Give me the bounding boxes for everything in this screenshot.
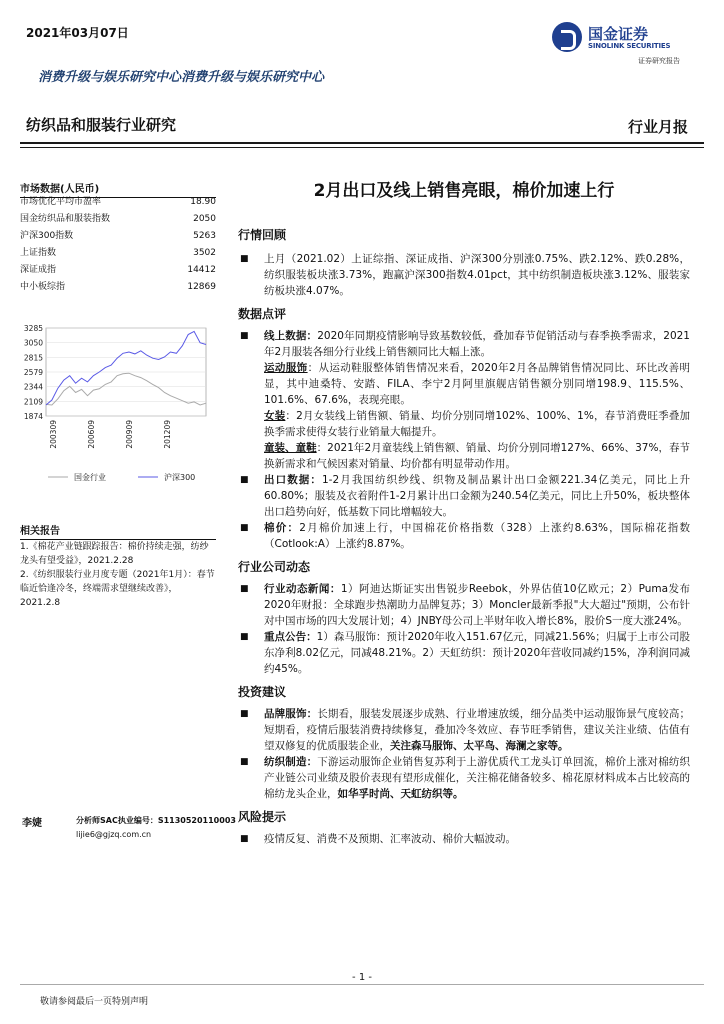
industry-news-paragraph: ■ 行业动态新闻：1）阿迪达斯证实出售锐步Reebok，外界估值10亿欧元；2）Puma发布2020年财报：全球跑步热潮助力品牌复苏；3）Moncler最新季报"大大超过"预期，公布针对中国市场的四大发展计划；4）JNBY母公司上半财年收入增长8%，股价S一度大涨24%。	[238, 581, 690, 629]
index-chart-svg	[20, 320, 220, 490]
analyst-cert: 分析师SAC执业编号：S1130520110003	[76, 816, 236, 825]
header-divider-thin	[20, 147, 704, 148]
report-type: 行业月报	[627, 118, 688, 136]
footer-divider	[20, 984, 704, 985]
logo-icon	[552, 22, 582, 52]
market-data-table	[20, 194, 216, 296]
logo-subtitle: 证券研究报告	[638, 57, 680, 65]
section-title: 数据点评	[238, 307, 287, 321]
kidswear-paragraph: 童装、童鞋：2021年2月童装线上销售额、销量、均价分别同增127%、66%、37%，春节换新需求和气候因素对销量、均价都有明显带动作用。	[264, 442, 690, 470]
chart-series-line	[46, 373, 206, 405]
section-title: 行情回顾	[238, 228, 287, 242]
report-date: 2021年03月07日	[26, 26, 129, 40]
industry-title: 纺织品和服装行业研究	[26, 116, 177, 134]
chart-y-tick: 2344	[23, 382, 43, 392]
chart-x-tick: 201209	[163, 420, 172, 449]
company-logo	[552, 22, 702, 70]
market-row: 中小板综指 12869	[20, 282, 216, 292]
chart-y-tick: 2815	[23, 353, 43, 363]
market-data-title: 市场数据(人民币)	[20, 180, 216, 198]
related-reports-list	[20, 540, 216, 610]
chart-y-tick: 1874	[23, 412, 43, 421]
logo-name-cn: 国金证券	[588, 25, 649, 43]
market-row: 上证指数 3502	[20, 248, 216, 258]
section-title: 行业公司动态	[238, 560, 311, 574]
chart-y-tick: 2109	[23, 397, 43, 407]
chart-x-tick: 200609	[87, 420, 96, 449]
headline: 2月出口及线上销售亮眼，棉价加速上行	[313, 181, 615, 201]
chart-y-tick: 3050	[23, 338, 43, 348]
analyst-email[interactable]: lijie6@gjzq.com.cn	[76, 830, 152, 839]
market-row: 市场优化平均市盈率 18.90	[20, 197, 216, 207]
logo-name-en: SINOLINK SECURITIES	[588, 42, 671, 50]
market-row: 沪深300指数 5263	[20, 231, 216, 241]
chart-legend-label: 沪深300	[164, 473, 196, 482]
header-divider	[20, 142, 704, 144]
textile-manufacturing-paragraph: ■ 纺织制造：下游运动服饰企业销售复苏利于上游优质代工龙头订单回流，棉价上涨对棉纺织产业链公司业绩及股价表现有望形成催化，关注棉花储备较多、棉花原材料成本占比较高的棉纺龙头企业，如华孚时尚、天虹纺织等。	[238, 754, 690, 802]
cotton-price-paragraph: ■ 棉价：2月棉价加速上行，中国棉花价格指数（328）上涨约8.63%，国际棉花指数（Cotlook:A）上涨约8.87%。	[238, 520, 690, 552]
chart-legend-label: 国金行业	[74, 473, 106, 482]
online-data-paragraph: ■ 线上数据：2020年同期疫情影响导致基数较低，叠加春节促销活动与春季换季需求，2021年2月服装各细分行业线上销售额同比大幅上涨。	[238, 328, 690, 360]
research-center: 消费升级与娱乐研究中心消费升级与娱乐研究中心	[38, 70, 325, 85]
disclaimer[interactable]: 敬请参阅最后一页特别声明	[40, 997, 149, 1007]
market-row: 国金纺织品和服装指数 2050	[20, 214, 216, 224]
risk-paragraph: ■ 疫情反复、消费不及预期、汇率波动、棉价大幅波动。	[238, 831, 690, 847]
market-review-paragraph: ■ 上月（2021.02）上证综指、深证成指、沪深300分别涨0.75%、跌2.12%、跌0.28%，纺织服装板块涨3.73%，跑赢沪深300指数4.01pct，其中纺织制造板块涨3.12%、服装家纺板块涨4.07%。	[238, 251, 690, 299]
announcements-paragraph: ■ 重点公告：1）森马服饰：预计2020年收入151.67亿元，同减21.56%；归属于上市公司股东净利8.02亿元，同减48.21%。2）天虹纺织：预计2020年营收同减约15%，净利润同减约45%。	[238, 629, 690, 677]
chart-x-tick: 200909	[125, 420, 134, 449]
analyst-name: 李婕	[22, 818, 42, 829]
main-content	[238, 226, 690, 847]
chart-x-tick: 200309	[49, 420, 58, 449]
related-report-item[interactable]: 2.《纺织服装行业月度专题（2021年1月）：春节临近恰逢冷冬，终端需求望继续改善》，2021.2.8	[20, 570, 215, 608]
brand-apparel-paragraph: ■ 品牌服饰：长期看，服装发展逐步成熟、行业增速放缓，细分品类中运动服饰景气度较高；短期看，疫情后服装消费持续修复，叠加冷冬效应、春节旺季销售，建议关注业绩、估值有望双修复的优质服装企业，关注森马服饰、太平鸟、海澜之家等。	[238, 706, 690, 754]
analyst-info	[76, 814, 236, 842]
index-chart	[20, 320, 220, 490]
export-data-paragraph: ■ 出口数据：1-2月我国纺织纱线、织物及制品累计出口金额221.34亿美元，同比上升60.80%；服装及衣着附件1-2月累计出口金额为240.54亿美元，同比上升50%，板块整体出口趋势向好，低基数下同比增幅较大。	[238, 472, 690, 520]
chart-y-tick: 3285	[23, 324, 43, 333]
section-title: 投资建议	[238, 685, 287, 699]
section-title: 风险提示	[238, 810, 287, 824]
sports-paragraph: 运动服饰：从运动鞋服整体销售情况来看，2020年2月各品牌销售情况同比、环比改善明显，其中迪桑特、安踏、FILA、李宁2月阿里旗舰店销售额分别同增198.9、115.5%、101.6%、67.6%，表现亮眼。	[264, 362, 690, 406]
womenswear-paragraph: 女装：2月女装线上销售额、销量、均价分别同增102%、100%、1%，春节消费旺季叠加换季需求使得女装行业销量大幅提升。	[264, 410, 691, 438]
page-number: - 1 -	[352, 972, 372, 983]
related-report-item[interactable]: 1.《棉花产业链跟踪报告：棉价持续走强，纺纱龙头有望受益》，2021.2.28	[20, 542, 209, 566]
related-reports-title: 相关报告	[20, 522, 216, 540]
chart-y-tick: 2579	[23, 368, 43, 377]
market-row: 深证成指 14412	[20, 265, 216, 275]
